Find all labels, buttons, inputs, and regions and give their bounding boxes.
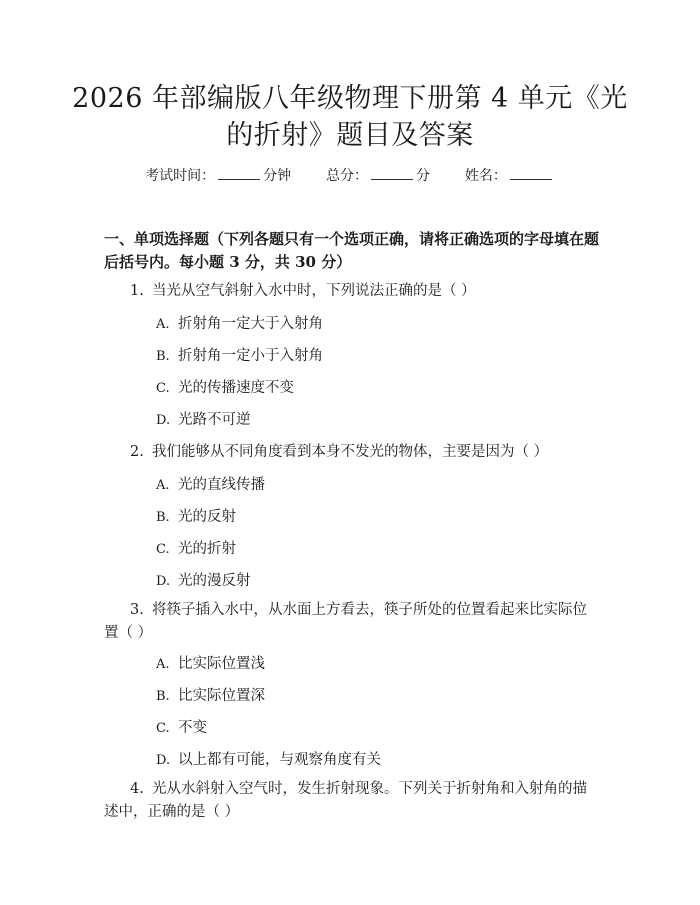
option-2d: D. 光的漫反射	[156, 573, 251, 589]
question-number: 1.	[130, 283, 144, 299]
question-text: 当光从空气斜射入水中时，下列说法正确的是（ ）	[152, 283, 476, 299]
question-text: 我们能够从不同角度看到本身不发光的物体，主要是因为（ ）	[152, 444, 549, 460]
option-3b: B. 比实际位置深	[156, 688, 265, 704]
name-label: 姓名：	[464, 168, 507, 184]
option-3c: C. 不变	[156, 720, 207, 736]
question-3	[104, 599, 600, 645]
question-1	[104, 280, 600, 303]
score-label: 总分：	[326, 168, 368, 184]
score-unit: 分	[416, 168, 430, 184]
option-1b: B. 折射角一定小于入射角	[156, 348, 323, 364]
option-1a: A. 折射角一定大于入射角	[156, 316, 323, 332]
option-1c: C. 光的传播速度不变	[156, 380, 294, 396]
exam-info	[0, 166, 700, 186]
option-3d: D. 以上都有可能，与观察角度有关	[156, 752, 381, 768]
option-2a: A. 光的直线传播	[156, 477, 265, 493]
title-line-2: 的折射》题目及答案	[226, 120, 474, 151]
time-blank	[218, 166, 260, 180]
option-1d: D. 光路不可逆	[156, 412, 251, 428]
question-number: 3.	[130, 602, 144, 618]
score-blank	[371, 166, 413, 180]
question-number: 4.	[130, 781, 144, 797]
time-label: 考试时间：	[145, 168, 216, 184]
question-text: 光从水斜射入空气时，发生折射现象。下列关于折射角和入射角的描述中，正确的是（ ）	[104, 781, 587, 820]
question-number: 2.	[130, 444, 144, 460]
name-blank	[510, 166, 552, 180]
title-line-1: 2026 年部编版八年级物理下册第 4 单元《光	[72, 83, 628, 114]
page-title	[70, 80, 630, 154]
question-4	[104, 778, 600, 824]
time-unit: 分钟	[263, 168, 292, 184]
option-2c: C. 光的折射	[156, 541, 236, 557]
section-heading: 一、单项选择题（下列各题只有一个选项正确，请将正确选项的字母填在题后括号内。每小题 3 分，共 30 分）	[104, 230, 600, 271]
option-3a: A. 比实际位置浅	[156, 656, 265, 672]
question-2	[104, 441, 600, 464]
question-text: 将筷子插入水中，从水面上方看去，筷子所处的位置看起来比实际位置（ ）	[104, 602, 587, 641]
option-2b: B. 光的反射	[156, 509, 236, 525]
